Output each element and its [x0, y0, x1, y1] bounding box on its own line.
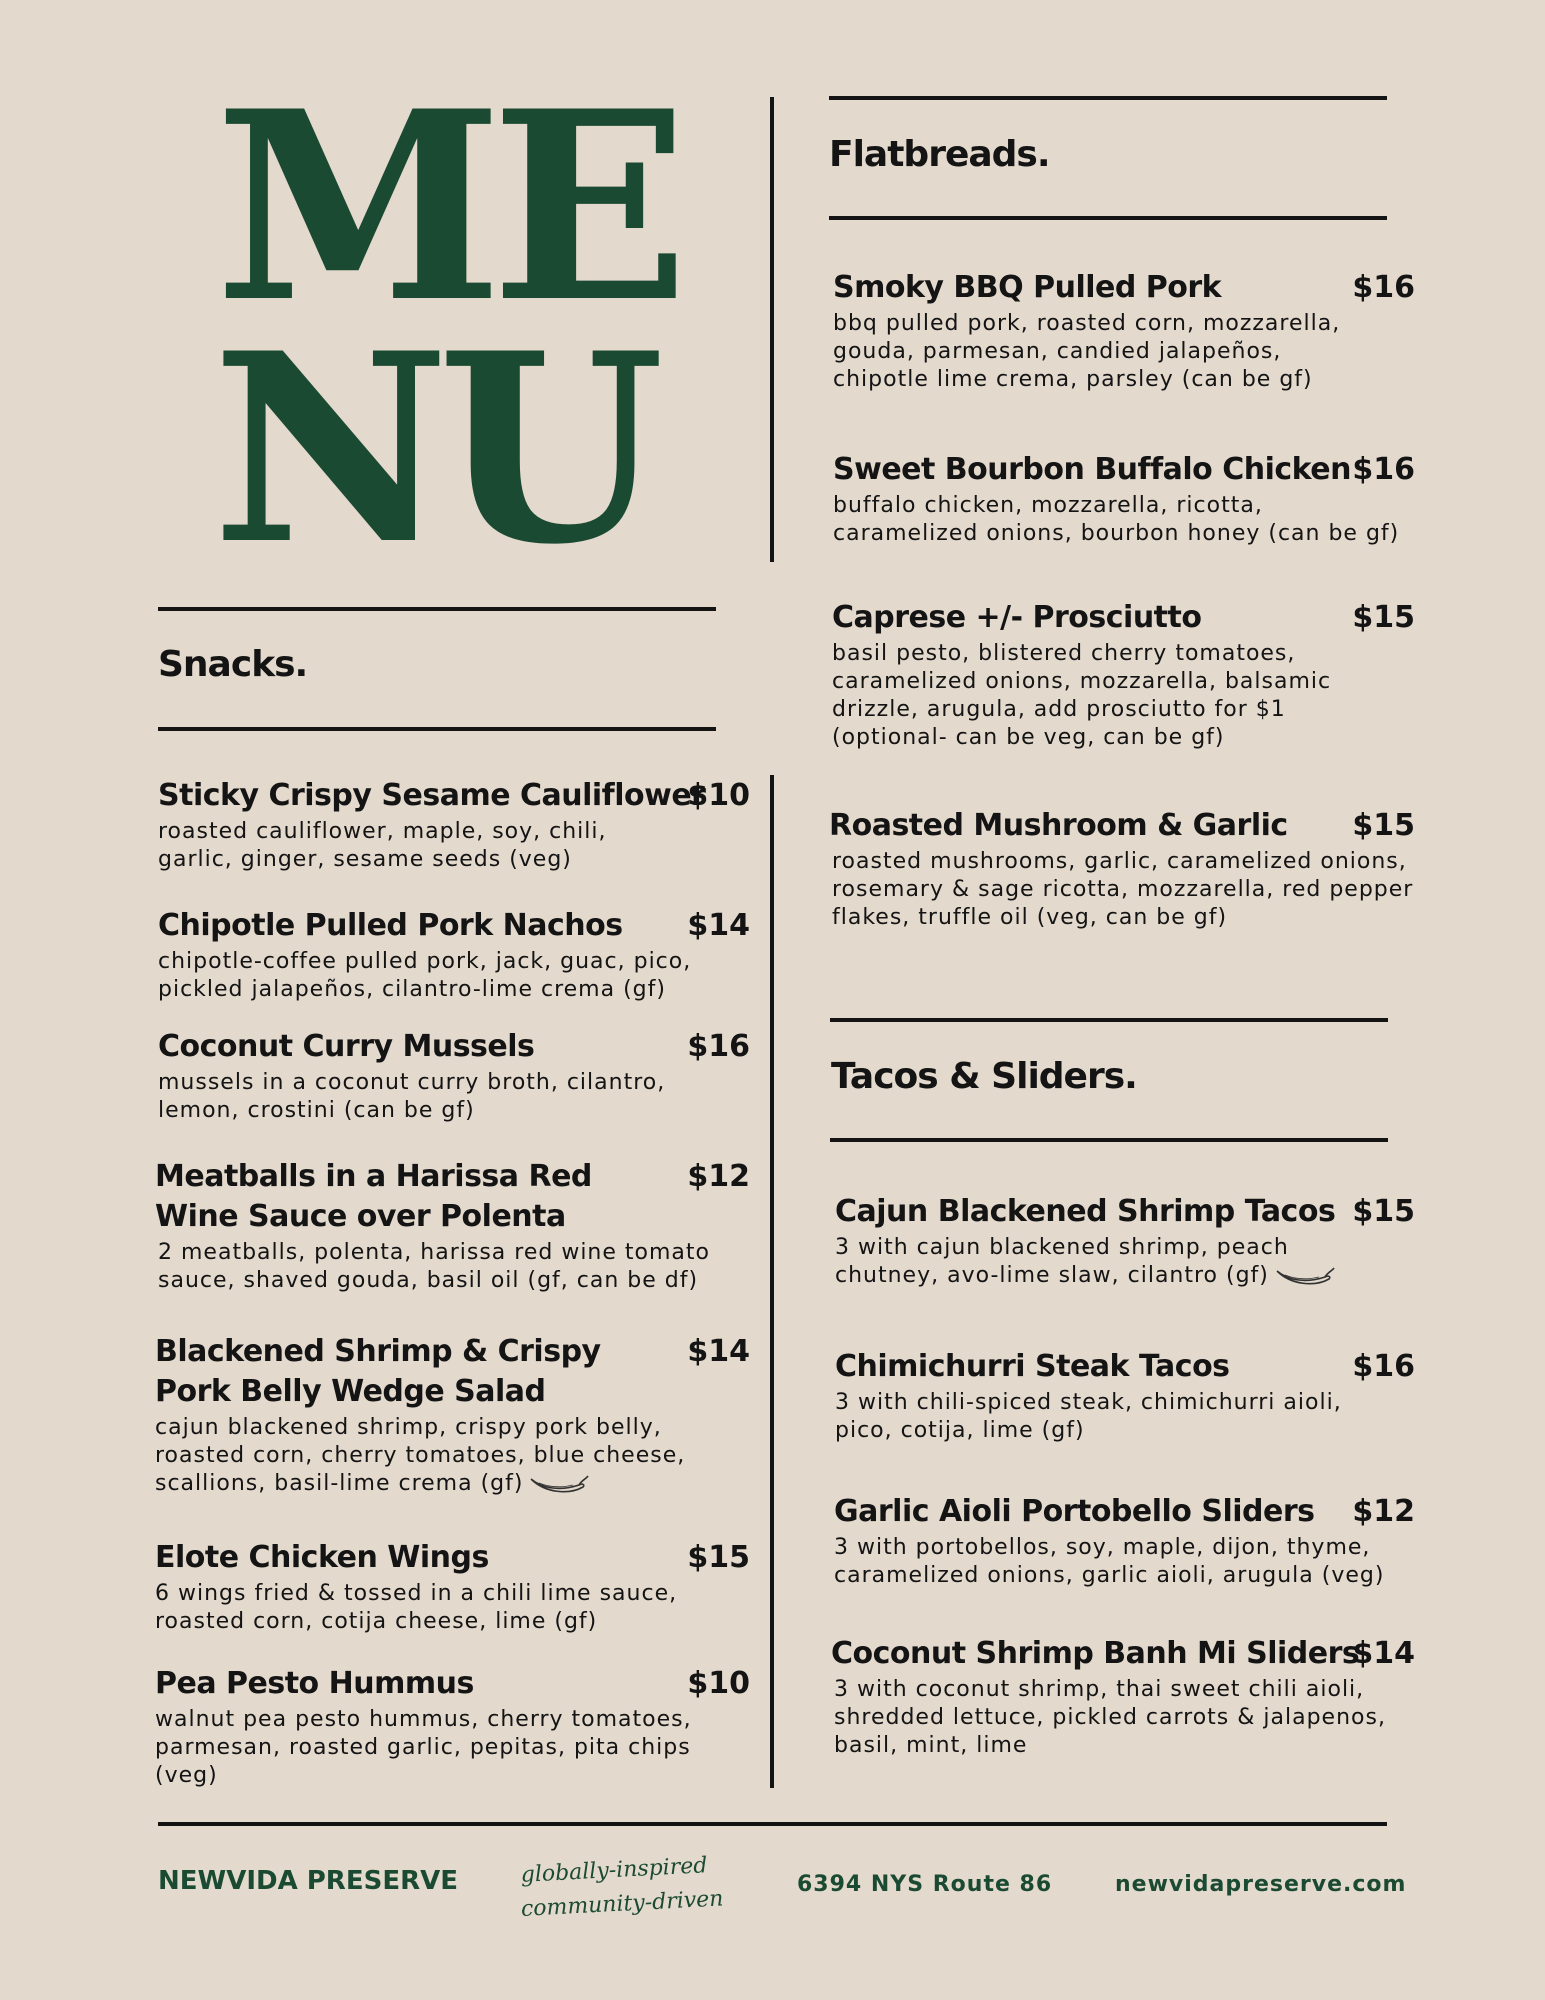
- item-name: Sticky Crispy Sesame Cauliflower: [158, 778, 706, 813]
- footer-website: newvidapreserve.com: [1115, 1872, 1407, 1897]
- item-name: Blackened Shrimp & Crispy Pork Belly Wedge Salad: [155, 1334, 601, 1409]
- item-price: $14: [1352, 1636, 1415, 1671]
- menu-item: [835, 1192, 1415, 1290]
- item-name: Chipotle Pulled Pork Nachos: [158, 908, 623, 943]
- item-name: Garlic Aioli Portobello Sliders: [834, 1494, 1315, 1529]
- menu-item: [831, 1634, 1415, 1760]
- menu-item: [158, 776, 750, 874]
- item-name: Pea Pesto Hummus: [155, 1666, 474, 1701]
- item-description: 2 meatballs, polenta, harissa red wine tomato sauce, shaved gouda, basil oil (gf, can be df): [158, 1240, 710, 1293]
- tagline-line-2: community-driven: [520, 1886, 724, 1922]
- chili-pepper-icon: [527, 1473, 589, 1495]
- item-description: roasted mushrooms, garlic, caramelized onions, rosemary & sage ricotta, mozzarella, red pepper flakes, truffle oil (veg, can be gf): [832, 849, 1414, 930]
- vertical-divider-top: [770, 97, 774, 562]
- menu-item: [832, 598, 1415, 752]
- item-name: Elote Chicken Wings: [155, 1540, 489, 1575]
- item-price: $16: [687, 1029, 750, 1064]
- item-name: Sweet Bourbon Buffalo Chicken: [833, 452, 1352, 487]
- item-description: walnut pea pesto hummus, cherry tomatoes, parmesan, roasted garlic, pepitas, pita chips (veg): [155, 1707, 692, 1788]
- item-description: [155, 1414, 705, 1498]
- item-description-text: 3 with cajun blackened shrimp, peach chutney, avo-lime slaw, cilantro (gf): [835, 1235, 1289, 1288]
- tacos-rule-bottom: [830, 1138, 1388, 1142]
- item-name: Meatballs in a Harissa Red Wine Sauce over Polenta: [155, 1159, 592, 1234]
- item-name: Cajun Blackened Shrimp Tacos: [835, 1194, 1336, 1229]
- item-description: 3 with coconut shrimp, thai sweet chili aioli, shredded lettuce, pickled carrots & jalapenos, basil, mint, lime: [834, 1677, 1386, 1758]
- item-price: $16: [1352, 452, 1415, 487]
- item-description: 3 with portobellos, soy, maple, dijon, thyme, caramelized onions, garlic aioli, arugula (veg): [834, 1535, 1385, 1588]
- tacos-rule-top: [830, 1018, 1388, 1022]
- footer-address: 6394 NYS Route 86: [797, 1872, 1053, 1897]
- item-price: $15: [1352, 1194, 1415, 1229]
- snacks-rule-bottom: [158, 727, 716, 731]
- menu-item: [155, 1332, 750, 1498]
- item-name: Coconut Curry Mussels: [158, 1029, 535, 1064]
- item-description: [835, 1234, 1355, 1290]
- menu-item: [835, 1347, 1415, 1445]
- item-description-text: cajun blackened shrimp, crispy pork belly, roasted corn, cherry tomatoes, blue cheese, scallions, basil-lime crema (gf): [155, 1415, 686, 1496]
- menu-item: [833, 268, 1415, 394]
- item-description: mussels in a coconut curry broth, cilantro, lemon, crostini (can be gf): [158, 1070, 666, 1123]
- menu-item: [158, 906, 750, 1004]
- item-price: $14: [687, 1334, 750, 1369]
- item-name: Chimichurri Steak Tacos: [835, 1349, 1230, 1384]
- menu-item: [158, 1027, 750, 1125]
- section-title-tacos: Tacos & Sliders.: [831, 1056, 1137, 1097]
- item-description: chipotle-coffee pulled pork, jack, guac, pico, pickled jalapeños, cilantro-lime crema (gf): [158, 949, 692, 1002]
- item-price: $10: [687, 1666, 750, 1701]
- vertical-divider-bottom: [770, 775, 774, 1788]
- menu-title-line-2: NU: [212, 297, 653, 602]
- flatbreads-rule-top: [829, 96, 1387, 100]
- item-description: bbq pulled pork, roasted corn, mozzarella, gouda, parmesan, candied jalapeños, chipotle lime crema, parsley (can be gf): [833, 311, 1341, 392]
- item-price: $10: [687, 778, 750, 813]
- menu-item: [155, 1538, 750, 1636]
- item-description: buffalo chicken, mozzarella, ricotta, caramelized onions, bourbon honey (can be gf): [833, 493, 1400, 546]
- section-title-snacks: Snacks.: [158, 644, 308, 685]
- item-price: $14: [687, 908, 750, 943]
- item-name: Smoky BBQ Pulled Pork: [833, 270, 1222, 305]
- tagline-line-1: globally-inspired: [520, 1853, 708, 1888]
- menu-title-line-1: ME: [215, 55, 677, 360]
- item-name: Coconut Shrimp Banh Mi Sliders: [831, 1636, 1360, 1671]
- item-description: 6 wings fried & tossed in a chili lime sauce, roasted corn, cotija cheese, lime (gf): [155, 1581, 678, 1634]
- menu-item: [834, 1492, 1415, 1590]
- item-description: basil pesto, blistered cherry tomatoes, caramelized onions, mozzarella, balsamic drizzle, arugula, add prosciutto for $1 (optional- can be veg, can be gf): [832, 641, 1332, 750]
- item-description: 3 with chili-spiced steak, chimichurri aioli, pico, cotija, lime (gf): [835, 1390, 1342, 1443]
- item-price: $12: [1352, 1494, 1415, 1529]
- item-name: Roasted Mushroom & Garlic: [829, 808, 1288, 843]
- footer-rule: [158, 1822, 1387, 1826]
- flatbreads-rule-bottom: [829, 216, 1387, 220]
- footer-brand: NEWVIDA PRESERVE: [158, 1866, 458, 1896]
- menu-item: [833, 450, 1415, 548]
- item-price: $15: [1352, 808, 1415, 843]
- menu-item: [829, 806, 1415, 932]
- item-price: $16: [1352, 1349, 1415, 1384]
- chili-pepper-icon: [1273, 1265, 1335, 1287]
- snacks-rule-top: [158, 607, 716, 611]
- menu-item: [155, 1157, 750, 1295]
- item-price: $15: [1352, 600, 1415, 635]
- footer-tagline: [518, 1849, 724, 1927]
- item-price: $15: [687, 1540, 750, 1575]
- section-title-flatbreads: Flatbreads.: [829, 134, 1050, 175]
- item-name: Caprese +/- Prosciutto: [832, 600, 1202, 635]
- item-price: $16: [1352, 270, 1415, 305]
- menu-item: [155, 1664, 750, 1790]
- item-price: $12: [687, 1159, 750, 1194]
- item-description: roasted cauliflower, maple, soy, chili, garlic, ginger, sesame seeds (veg): [158, 819, 607, 872]
